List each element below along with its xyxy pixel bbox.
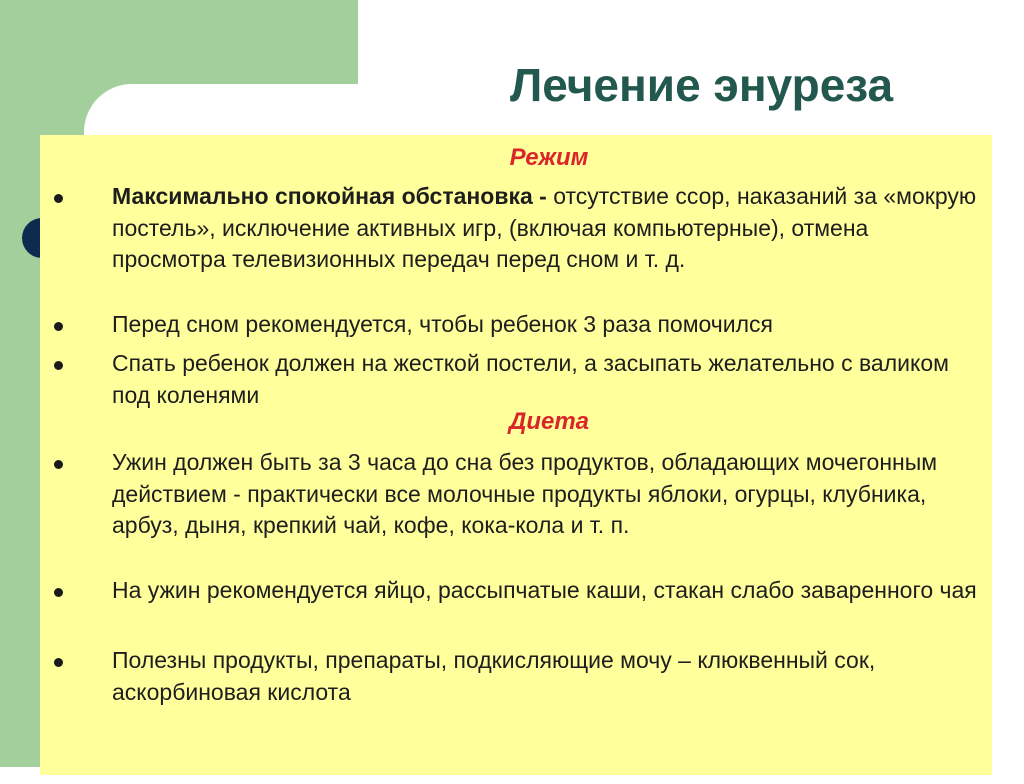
list-item-text [112, 181, 982, 276]
section-heading-diet: Диета [508, 408, 590, 435]
list-item-body: Полезны продукты, препараты, подкисляющие мочу – клюквенный сок, аскорбиновая кислота [112, 647, 876, 705]
bullet-icon [54, 588, 63, 597]
list-item-text [112, 348, 982, 411]
list-item-bold: Максимально спокойная обстановка - [112, 183, 554, 209]
list-item-text [112, 309, 982, 341]
list-item-text [112, 575, 982, 607]
content-panel [40, 135, 992, 775]
bullet-icon [54, 460, 63, 469]
section-heading-regime: Режим [509, 144, 589, 171]
bullet-icon [54, 322, 63, 331]
bullet-icon [54, 194, 63, 203]
bullet-icon [54, 361, 63, 370]
list-item-body: Ужин должен быть за 3 часа до сна без продуктов, обладающих мочегонным действием - практически все молочные продукты яблоки, огурцы, клубника, арбуз, дыня, крепкий чай, кофе, кока-кола и т. п. [112, 449, 938, 538]
list-item-body: На ужин рекомендуется яйцо, рассыпчатые каши, стакан слабо заваренного чая [112, 577, 977, 603]
slide-title: Лечение энуреза [510, 59, 894, 111]
list-item-body: Спать ребенок должен на жесткой постели, а засыпать желательно с валиком под коленями [112, 350, 949, 408]
bullet-icon [54, 658, 63, 667]
list-item-text [112, 447, 982, 542]
list-item-text [112, 645, 982, 708]
list-item-body: отсутствие ссор, наказаний за «мокрую постель», исключение активных игр, (включая компьютерные), отмена просмотра телевизионных передач перед сном и т. д. [112, 183, 977, 272]
list-item-body: Перед сном рекомендуется, чтобы ребенок 3 раза помочился [112, 311, 774, 337]
